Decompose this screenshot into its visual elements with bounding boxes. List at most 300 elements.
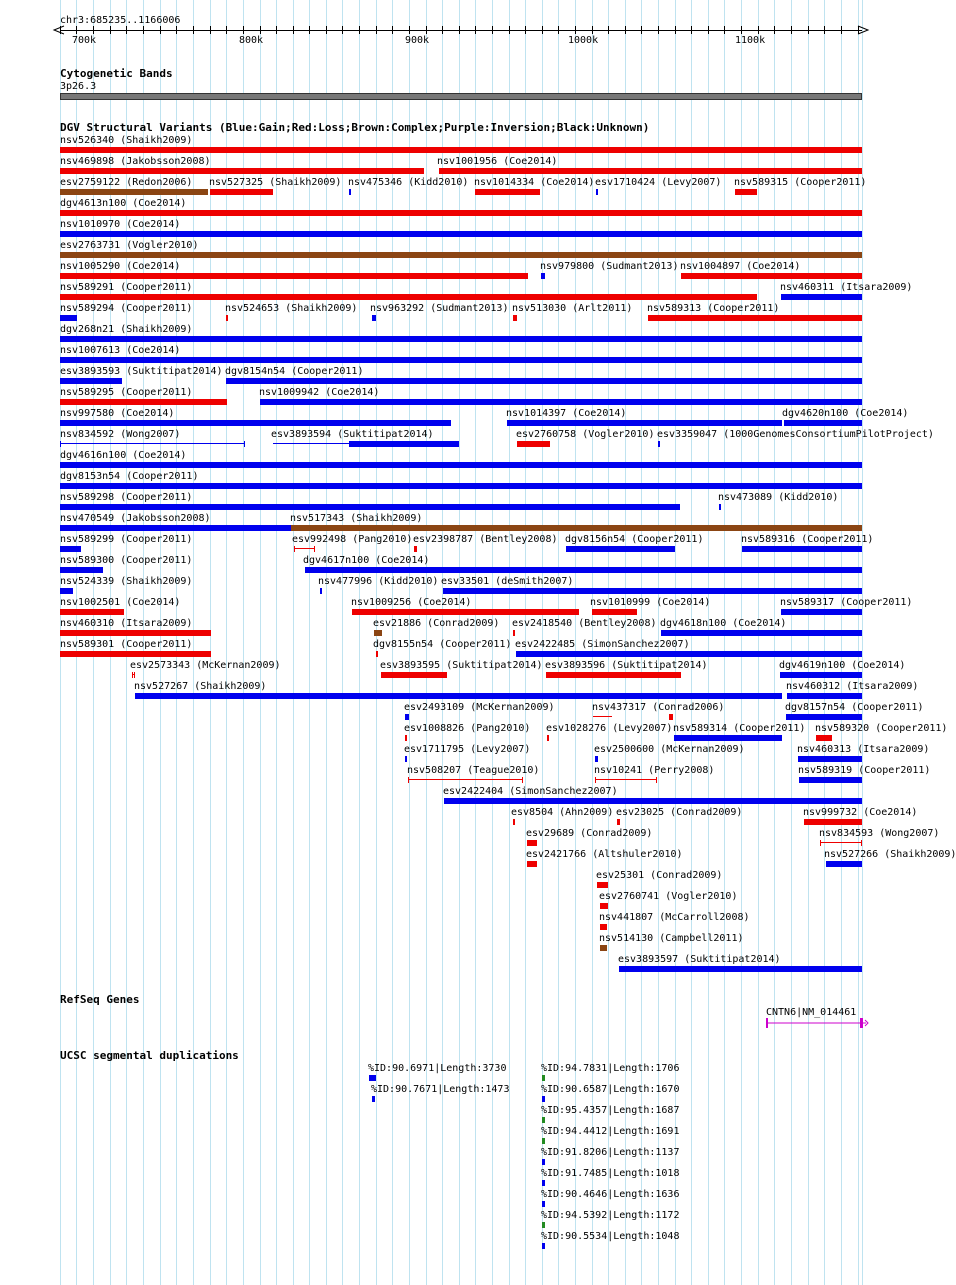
variant-label[interactable]: nsv1010999 (Coe2014) — [590, 597, 711, 608]
ruler-tick-label: 1100k — [735, 35, 766, 46]
cytoband-label: 3p26.3 — [60, 81, 97, 92]
variant-bar[interactable] — [786, 714, 862, 720]
segdup-label[interactable]: %ID:91.8206|Length:1137 — [541, 1147, 680, 1158]
variant-bar[interactable] — [592, 609, 637, 615]
variant-label[interactable]: esv1008826 (Pang2010) — [404, 723, 531, 734]
variant-label[interactable]: nsv589300 (Cooper2011) — [60, 555, 193, 566]
grid-line — [774, 0, 775, 1285]
segdup-label[interactable]: %ID:94.7831|Length:1706 — [541, 1063, 680, 1074]
variant-bar[interactable] — [60, 252, 862, 258]
variant-label[interactable]: dgv8157n54 (Cooper2011) — [785, 702, 924, 713]
variant-label[interactable]: nsv963292 (Sudmant2013) — [370, 303, 509, 314]
ruler-tick — [126, 26, 127, 34]
gene-exon-start — [766, 1018, 768, 1028]
variant-bar[interactable] — [60, 210, 862, 216]
ruler-tick — [625, 26, 626, 34]
variant-label[interactable]: esv2763731 (Vogler2010) — [60, 240, 199, 251]
variant-bar-end — [314, 546, 315, 552]
segdup-bar[interactable] — [542, 1096, 545, 1102]
variant-label[interactable]: esv2398787 (Bentley2008) — [413, 534, 558, 545]
ruler-tick — [260, 26, 261, 34]
variant-bar[interactable] — [742, 546, 862, 552]
variant-label[interactable]: dgv4616n100 (Coe2014) — [60, 450, 187, 461]
ruler-tick — [160, 26, 161, 34]
variant-bar[interactable] — [352, 609, 579, 615]
variant-label[interactable]: nsv834593 (Wong2007) — [819, 828, 940, 839]
variant-bar-start — [595, 777, 596, 783]
variant-bar[interactable] — [547, 735, 549, 741]
ruler-tick — [808, 26, 809, 34]
variant-label[interactable]: nsv514130 (Campbell2011) — [599, 933, 744, 944]
variant-bar[interactable] — [60, 357, 862, 363]
ruler-tick — [774, 26, 775, 34]
variant-bar[interactable] — [444, 798, 862, 804]
ruler-tick — [392, 26, 393, 34]
gene-label: CNTN6|NM_014461 — [766, 1007, 857, 1018]
variant-label[interactable]: nsv589316 (Cooper2011) — [741, 534, 874, 545]
variant-bar[interactable] — [443, 588, 862, 594]
variant-label[interactable]: dgv268n21 (Shaikh2009) — [60, 324, 193, 335]
variant-bar-end — [861, 840, 862, 846]
variant-label[interactable]: nsv1002501 (Coe2014) — [60, 597, 181, 608]
ruler-tick — [76, 26, 77, 34]
ruler-tick — [558, 26, 559, 34]
variant-label[interactable]: nsv477996 (Kidd2010) — [318, 576, 439, 587]
variant-bar[interactable] — [60, 315, 77, 321]
ruler-tick — [509, 26, 510, 34]
variant-bar[interactable] — [600, 903, 608, 909]
variant-bar[interactable] — [405, 714, 409, 720]
variant-bar[interactable] — [798, 756, 862, 762]
variant-label[interactable]: dgv8154n54 (Cooper2011) — [225, 366, 364, 377]
variant-label[interactable]: esv1711795 (Levy2007) — [404, 744, 531, 755]
variant-label[interactable]: nsv589315 (Cooper2011) — [734, 177, 867, 188]
segdup-label[interactable]: %ID:90.5534|Length:1048 — [541, 1231, 680, 1242]
variant-label[interactable]: esv2759122 (Redon2006) — [60, 177, 193, 188]
variant-bar[interactable] — [135, 693, 782, 699]
segdup-label[interactable]: %ID:90.6971|Length:3730 — [368, 1063, 507, 1074]
ruler-tick — [93, 26, 94, 34]
variant-bar[interactable] — [799, 777, 862, 783]
variant-label[interactable]: nsv524339 (Shaikh2009) — [60, 576, 193, 587]
variant-bar[interactable] — [595, 779, 657, 780]
variant-bar[interactable] — [787, 693, 862, 699]
ruler-tick — [575, 26, 576, 34]
variant-bar[interactable] — [681, 273, 862, 279]
variant-bar-start — [820, 840, 821, 846]
ruler-tick — [243, 26, 244, 34]
variant-label[interactable]: nsv513030 (Arlt2011) — [512, 303, 633, 314]
variant-bar[interactable] — [597, 882, 608, 888]
variant-bar[interactable] — [60, 378, 122, 384]
variant-bar[interactable] — [372, 315, 376, 321]
grid-line — [824, 0, 825, 1285]
variant-bar[interactable] — [60, 588, 73, 594]
variant-label[interactable]: esv2573343 (McKernan2009) — [130, 660, 281, 671]
variant-bar[interactable] — [408, 779, 523, 780]
variant-label[interactable]: dgv4613n100 (Coe2014) — [60, 198, 187, 209]
grid-line — [862, 0, 863, 1285]
variant-bar-core — [349, 441, 459, 447]
variant-label[interactable]: dgv8156n54 (Cooper2011) — [565, 534, 704, 545]
variant-label[interactable]: nsv1005290 (Coe2014) — [60, 261, 181, 272]
variant-bar-start — [132, 672, 133, 678]
ruler-tick — [442, 26, 443, 34]
ruler-tick — [426, 26, 427, 34]
variant-bar[interactable] — [566, 546, 675, 552]
variant-label[interactable]: nsv1004897 (Coe2014) — [680, 261, 801, 272]
variant-label[interactable]: esv2421766 (Altshuler2010) — [526, 849, 683, 860]
grid-line — [808, 0, 809, 1285]
variant-bar[interactable] — [820, 842, 862, 843]
variant-label[interactable]: nsv460311 (Itsara2009) — [780, 282, 913, 293]
variant-label[interactable]: nsv475346 (Kidd2010) — [348, 177, 469, 188]
variant-bar[interactable] — [60, 443, 245, 444]
variant-bar[interactable] — [546, 672, 681, 678]
variant-label[interactable]: nsv460312 (Itsara2009) — [786, 681, 919, 692]
variant-label[interactable]: dgv4619n100 (Coe2014) — [779, 660, 906, 671]
ruler-tick — [193, 26, 194, 34]
variant-label[interactable]: nsv527267 (Shaikh2009) — [134, 681, 267, 692]
variant-bar-start — [60, 441, 61, 447]
variant-bar[interactable] — [60, 231, 862, 237]
segdup-bar[interactable] — [542, 1222, 545, 1228]
variant-label[interactable]: nsv589314 (Cooper2011) — [673, 723, 806, 734]
variant-bar[interactable] — [60, 168, 424, 174]
variant-label[interactable]: nsv589298 (Cooper2011) — [60, 492, 193, 503]
dgv-track-title: DGV Structural Variants (Blue:Gain;Red:Loss;Brown:Complex;Purple:Inversion;Black:Unknown) — [60, 121, 650, 134]
variant-label[interactable]: esv1028276 (Levy2007) — [546, 723, 673, 734]
variant-bar[interactable] — [648, 315, 862, 321]
ruler-tick — [293, 26, 294, 34]
ruler-tick — [542, 26, 543, 34]
ruler-tick — [309, 26, 310, 34]
variant-label[interactable]: nsv527325 (Shaikh2009) — [209, 177, 342, 188]
variant-label[interactable]: esv25301 (Conrad2009) — [596, 870, 723, 881]
variant-bar[interactable] — [305, 567, 862, 573]
variant-bar[interactable] — [60, 567, 103, 573]
grid-line — [791, 0, 792, 1285]
ruler-tick — [359, 26, 360, 34]
variant-bar[interactable] — [60, 483, 862, 489]
variant-bar[interactable] — [226, 315, 228, 321]
ruler-tick — [475, 26, 476, 34]
variant-label[interactable]: dgv4620n100 (Coe2014) — [782, 408, 909, 419]
variant-label[interactable]: esv3893593 (Suktitipat2014) — [60, 366, 223, 377]
variant-bar-core — [669, 714, 673, 720]
scroll-left-arrow-icon[interactable] — [52, 25, 66, 35]
ruler-tick — [210, 26, 211, 34]
variant-label[interactable]: esv3893595 (Suktitipat2014) — [380, 660, 543, 671]
variant-bar[interactable] — [405, 735, 407, 741]
ruler-tick — [691, 26, 692, 34]
segdup-bar[interactable] — [542, 1075, 545, 1081]
variant-bar[interactable] — [804, 819, 862, 825]
variant-bar[interactable] — [60, 294, 757, 300]
variant-bar[interactable] — [513, 315, 517, 321]
variant-bar[interactable] — [735, 189, 757, 195]
variant-label[interactable]: nsv508207 (Teague2010) — [407, 765, 540, 776]
segdup-label[interactable]: %ID:95.4357|Length:1687 — [541, 1105, 680, 1116]
variant-label[interactable]: nsv460313 (Itsara2009) — [797, 744, 930, 755]
variant-bar[interactable] — [527, 840, 537, 846]
variant-bar[interactable] — [60, 273, 528, 279]
variant-label[interactable]: nsv589299 (Cooper2011) — [60, 534, 193, 545]
variant-bar[interactable] — [60, 651, 211, 657]
segdup-bar[interactable] — [542, 1117, 545, 1123]
variant-label[interactable]: nsv589320 (Cooper2011) — [815, 723, 948, 734]
ruler-tick — [824, 26, 825, 34]
variant-label[interactable]: dgv4618n100 (Coe2014) — [660, 618, 787, 629]
variant-label[interactable]: nsv1014334 (Coe2014) — [474, 177, 595, 188]
variant-label[interactable]: nsv997580 (Coe2014) — [60, 408, 175, 419]
variant-label[interactable]: esv8504 (Ahn2009) — [511, 807, 614, 818]
variant-bar[interactable] — [593, 716, 612, 717]
variant-label[interactable]: dgv4617n100 (Coe2014) — [303, 555, 430, 566]
variant-label[interactable]: esv3893594 (Suktitipat2014) — [271, 429, 434, 440]
variant-bar[interactable] — [60, 630, 211, 636]
variant-bar[interactable] — [781, 609, 862, 615]
variant-bar[interactable] — [374, 630, 382, 636]
variant-label[interactable]: nsv517343 (Shaikh2009) — [290, 513, 423, 524]
variant-label[interactable]: esv3359047 (1000GenomesConsortiumPilotProject) — [657, 429, 934, 440]
variant-bar[interactable] — [719, 504, 721, 510]
grid-line — [858, 0, 859, 1285]
segdup-label[interactable]: %ID:90.7671|Length:1473 — [371, 1084, 510, 1095]
variant-label[interactable]: nsv589313 (Cooper2011) — [647, 303, 780, 314]
variant-bar-start — [294, 546, 295, 552]
ruler-tick-label: 800k — [239, 35, 264, 46]
ruler-tick — [791, 26, 792, 34]
variant-label[interactable]: nsv979800 (Sudmant2013) — [540, 261, 679, 272]
region-label: chr3:685235..1166006 — [60, 15, 181, 26]
grid-line — [841, 0, 842, 1285]
grid-line — [691, 0, 692, 1285]
ruler-tick — [176, 26, 177, 34]
ruler-tick-label: 700k — [72, 35, 97, 46]
variant-label[interactable]: nsv460310 (Itsara2009) — [60, 618, 193, 629]
variant-label[interactable]: dgv8153n54 (Cooper2011) — [60, 471, 199, 482]
variant-label[interactable]: nsv589291 (Cooper2011) — [60, 282, 193, 293]
variant-label[interactable]: esv2500600 (McKernan2009) — [594, 744, 745, 755]
ruler-tick — [608, 26, 609, 34]
variant-label[interactable]: nsv473089 (Kidd2010) — [718, 492, 839, 503]
variant-bar[interactable] — [507, 420, 782, 426]
variant-bar[interactable] — [661, 630, 862, 636]
variant-label[interactable]: esv2422485 (SimonSanchez2007) — [515, 639, 690, 650]
variant-label[interactable]: nsv589301 (Cooper2011) — [60, 639, 193, 650]
variant-bar-end — [244, 441, 245, 447]
ruler-tick — [708, 26, 709, 34]
variant-bar[interactable] — [60, 147, 862, 153]
variant-label[interactable]: esv2760758 (Vogler2010) — [516, 429, 655, 440]
ruler-tick — [276, 26, 277, 34]
variant-bar[interactable] — [619, 966, 862, 972]
variant-label[interactable]: dgv8155n54 (Cooper2011) — [373, 639, 512, 650]
cytoband-track-title: Cytogenetic Bands — [60, 67, 173, 80]
segdup-label[interactable]: %ID:91.7485|Length:1018 — [541, 1168, 680, 1179]
ruler-tick — [492, 26, 493, 34]
variant-bar[interactable] — [516, 651, 862, 657]
variant-label[interactable]: nsv526340 (Shaikh2009) — [60, 135, 193, 146]
segdup-bar[interactable] — [542, 1159, 545, 1165]
variant-label[interactable]: esv3893597 (Suktitipat2014) — [618, 954, 781, 965]
variant-bar-end — [656, 777, 657, 783]
segdup-bar[interactable] — [542, 1201, 545, 1207]
variant-bar[interactable] — [291, 525, 862, 531]
ruler-tick — [641, 26, 642, 34]
variant-label[interactable]: esv3893596 (Suktitipat2014) — [545, 660, 708, 671]
variant-bar[interactable] — [260, 399, 862, 405]
segdup-label[interactable]: %ID:94.4412|Length:1691 — [541, 1126, 680, 1137]
variant-bar[interactable] — [60, 189, 208, 195]
ruler-tick — [342, 26, 343, 34]
gene-exon-end — [860, 1018, 863, 1028]
variant-bar[interactable] — [780, 672, 862, 678]
variant-label[interactable]: nsv524653 (Shaikh2009) — [225, 303, 358, 314]
variant-bar[interactable] — [349, 189, 351, 195]
variant-bar[interactable] — [226, 378, 862, 384]
ruler-tick — [326, 26, 327, 34]
variant-label[interactable]: nsv1001956 (Coe2014) — [437, 156, 558, 167]
variant-label[interactable]: nsv1010970 (Coe2014) — [60, 219, 181, 230]
ruler-tick — [592, 26, 593, 34]
ruler-tick — [376, 26, 377, 34]
variant-label[interactable]: nsv589319 (Cooper2011) — [798, 765, 931, 776]
variant-label[interactable]: esv1710424 (Levy2007) — [595, 177, 722, 188]
variant-label[interactable]: nsv10241 (Perry2008) — [594, 765, 715, 776]
variant-bar[interactable] — [60, 399, 227, 405]
variant-bar[interactable] — [60, 420, 451, 426]
variant-bar[interactable] — [826, 861, 862, 867]
variant-label[interactable]: esv33501 (deSmith2007) — [441, 576, 574, 587]
segdup-track-title: UCSC segmental duplications — [60, 1049, 239, 1062]
variant-bar[interactable] — [210, 189, 273, 195]
ruler-tick — [758, 26, 759, 34]
variant-bar[interactable] — [674, 735, 782, 741]
grid-line — [293, 0, 294, 1285]
variant-bar[interactable] — [320, 588, 322, 594]
variant-label[interactable]: nsv527266 (Shaikh2009) — [824, 849, 956, 860]
segdup-bar[interactable] — [542, 1243, 545, 1249]
variant-bar[interactable] — [658, 441, 660, 447]
grid-line — [758, 0, 759, 1285]
variant-label[interactable]: nsv589317 (Cooper2011) — [780, 597, 913, 608]
variant-bar[interactable] — [405, 756, 407, 762]
variant-label[interactable]: nsv441807 (McCarroll2008) — [599, 912, 750, 923]
variant-label[interactable]: esv23025 (Conrad2009) — [616, 807, 743, 818]
variant-bar[interactable] — [517, 441, 550, 447]
variant-bar-end — [134, 672, 135, 678]
variant-bar[interactable] — [60, 336, 862, 342]
ruler-tick — [226, 26, 227, 34]
variant-label[interactable]: nsv1014397 (Coe2014) — [506, 408, 627, 419]
variant-bar[interactable] — [376, 651, 378, 657]
variant-label[interactable]: esv2418540 (Bentley2008) — [512, 618, 657, 629]
variant-label[interactable]: esv2422404 (SimonSanchez2007) — [443, 786, 618, 797]
segdup-bar[interactable] — [542, 1180, 545, 1186]
ruler-tick — [459, 26, 460, 34]
variant-bar[interactable] — [60, 504, 680, 510]
variant-bar[interactable] — [475, 189, 540, 195]
variant-bar[interactable] — [513, 819, 515, 825]
variant-label[interactable]: nsv1009942 (Coe2014) — [259, 387, 380, 398]
variant-label[interactable]: nsv589294 (Cooper2011) — [60, 303, 193, 314]
segdup-bar[interactable] — [542, 1138, 545, 1144]
segdup-bar[interactable] — [369, 1075, 376, 1081]
ruler-tick — [409, 26, 410, 34]
variant-label[interactable]: esv21886 (Conrad2009) — [373, 618, 500, 629]
variant-label[interactable]: esv2760741 (Vogler2010) — [599, 891, 738, 902]
grid-line — [342, 0, 343, 1285]
variant-bar-start — [408, 777, 409, 783]
variant-bar[interactable] — [60, 462, 862, 468]
variant-label[interactable]: esv2493109 (McKernan2009) — [404, 702, 555, 713]
variant-bar-end — [522, 777, 523, 783]
variant-bar[interactable] — [595, 756, 598, 762]
variant-bar[interactable] — [439, 168, 862, 174]
variant-label[interactable]: nsv834592 (Wong2007) — [60, 429, 181, 440]
segdup-bar[interactable] — [372, 1096, 375, 1102]
variant-label[interactable]: nsv470549 (Jakobsson2008) — [60, 513, 211, 524]
variant-label[interactable]: nsv1009256 (Coe2014) — [351, 597, 472, 608]
variant-bar[interactable] — [617, 819, 620, 825]
variant-bar[interactable] — [60, 546, 81, 552]
variant-label[interactable]: nsv437317 (Conrad2006) — [592, 702, 725, 713]
variant-bar[interactable] — [294, 548, 315, 549]
grid-line — [724, 0, 725, 1285]
grid-line — [326, 0, 327, 1285]
variant-bar[interactable] — [381, 672, 447, 678]
grid-line — [276, 0, 277, 1285]
ruler-tick — [658, 26, 659, 34]
variant-bar[interactable] — [816, 735, 832, 741]
variant-bar[interactable] — [414, 546, 417, 552]
ruler-tick — [675, 26, 676, 34]
refseq-track-title: RefSeq Genes — [60, 993, 140, 1006]
variant-bar[interactable] — [600, 924, 607, 930]
variant-bar[interactable] — [541, 273, 545, 279]
ruler-tick — [841, 26, 842, 34]
segdup-label[interactable]: %ID:90.6587|Length:1670 — [541, 1084, 680, 1095]
ruler-tick — [143, 26, 144, 34]
variant-label[interactable]: nsv469898 (Jakobsson2008) — [60, 156, 211, 167]
variant-bar[interactable] — [596, 189, 598, 195]
variant-label[interactable]: nsv1007613 (Coe2014) — [60, 345, 181, 356]
variant-bar[interactable] — [781, 294, 862, 300]
grid-line — [309, 0, 310, 1285]
variant-bar[interactable] — [527, 861, 537, 867]
segdup-label[interactable]: %ID:94.5392|Length:1172 — [541, 1210, 680, 1221]
variant-bar[interactable] — [60, 609, 124, 615]
variant-label[interactable]: esv29689 (Conrad2009) — [526, 828, 653, 839]
ruler-tick — [110, 26, 111, 34]
variant-bar[interactable] — [784, 420, 862, 426]
variant-label[interactable]: nsv999732 (Coe2014) — [803, 807, 918, 818]
ruler-tick — [724, 26, 725, 34]
scroll-right-arrow-icon[interactable] — [856, 25, 870, 35]
grid-line — [359, 0, 360, 1285]
cytoband-bar[interactable] — [60, 93, 862, 100]
variant-label[interactable]: esv992498 (Pang2010) — [292, 534, 413, 545]
variant-bar[interactable] — [600, 945, 607, 951]
ruler-tick-label: 1000k — [568, 35, 599, 46]
ruler-tick — [525, 26, 526, 34]
segdup-label[interactable]: %ID:90.4646|Length:1636 — [541, 1189, 680, 1200]
variant-bar[interactable] — [513, 630, 515, 636]
gene-model[interactable] — [762, 1015, 872, 1031]
variant-label[interactable]: nsv589295 (Cooper2011) — [60, 387, 193, 398]
